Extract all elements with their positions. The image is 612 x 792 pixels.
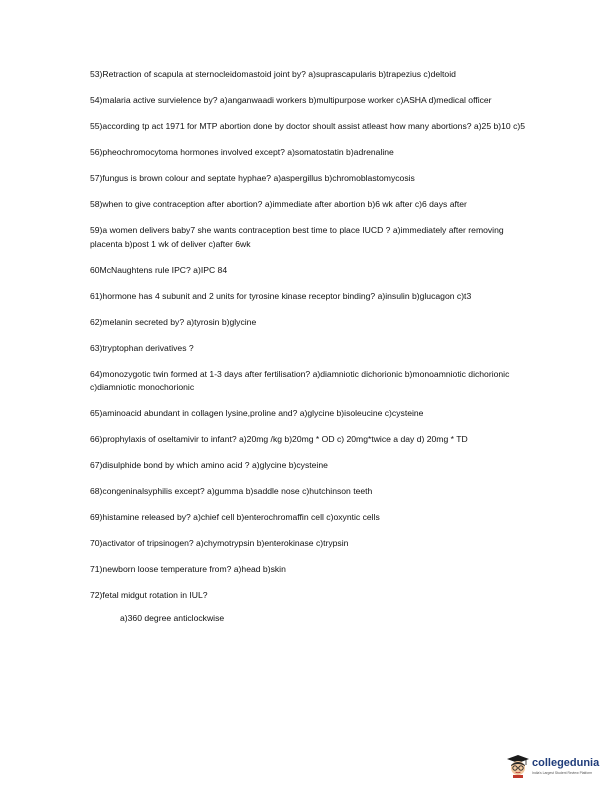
student-mascot-icon bbox=[506, 754, 530, 778]
question-68: 68)congeninalsyphilis except? a)gumma b)saddle nose c)hutchinson teeth bbox=[90, 486, 373, 496]
question-70: 70)activator of tripsinogen? a)chymotrypsin b)enterokinase c)trypsin bbox=[90, 538, 349, 548]
question-72: 72)fetal midgut rotation in IUL? bbox=[90, 590, 208, 600]
question-55: 55)according tp act 1971 for MTP abortion done by doctor shoult assist atleast how many abortions? a)25 b)10 c)5 bbox=[90, 121, 526, 131]
question-64: 64)monozygotic twin formed at 1-3 days after fertilisation? a)diamniotic dichorionic b)monoamniotic dichorionic c)diamniotic monochorionic bbox=[90, 368, 510, 392]
collegedunia-logo bbox=[506, 754, 606, 782]
logo-tagline: India's Largest Student Review Platform bbox=[532, 771, 593, 775]
question-72-answer: a)360 degree anticlockwise bbox=[120, 613, 225, 623]
question-61: 61)hormone has 4 subunit and 2 units for tyrosine kinase receptor binding? a)insulin b)glucagon c)t3 bbox=[90, 290, 472, 301]
question-57: 57)fungus is brown colour and septate hyphae? a)aspergillus b)chromoblastomycosis bbox=[90, 173, 415, 183]
question-56: 56)pheochromocytoma hormones involved except? a)somatostatin b)adrenaline bbox=[90, 147, 394, 157]
question-54: 54)malaria active survielence by? a)anganwaadi workers b)multipurpose worker c)ASHA d)medical officer bbox=[90, 95, 492, 105]
logo-name: collegedunia bbox=[532, 757, 600, 769]
question-53: 53)Retraction of scapula at sternocleidomastoid joint by? a)suprascapularis b)trapezius c)deltoid bbox=[90, 69, 456, 79]
question-69: 69)histamine released by? a)chief cell b)enterochromaffin cell c)oxyntic cells bbox=[90, 512, 380, 522]
question-66: 66)prophylaxis of oseltamivir to infant? a)20mg /kg b)20mg * OD c) 20mg*twice a day d) 20mg * TD bbox=[90, 434, 468, 444]
question-67: 67)disulphide bond by which amino acid ? a)glycine b)cysteine bbox=[90, 460, 328, 470]
question-65: 65)aminoacid abundant in collagen lysine,proline and? a)glycine b)isoleucine c)cysteine bbox=[90, 408, 424, 418]
question-62: 62)melanin secreted by? a)tyrosin b)glycine bbox=[90, 316, 257, 327]
question-59: 59)a women delivers baby7 she wants contraception best time to place IUCD ? a)immediately after removing placenta b)post 1 wk of deliver c)after 6wk bbox=[90, 225, 504, 249]
question-list bbox=[90, 68, 530, 638]
question-58: 58)when to give contraception after abortion? a)immediate after abortion b)6 wk after c)6 days after bbox=[90, 199, 467, 209]
question-71: 71)newborn loose temperature from? a)head b)skin bbox=[90, 564, 286, 574]
question-60: 60McNaughtens rule IPC? a)IPC 84 bbox=[90, 264, 228, 275]
question-63: 63)tryptophan derivatives ? bbox=[90, 342, 194, 353]
